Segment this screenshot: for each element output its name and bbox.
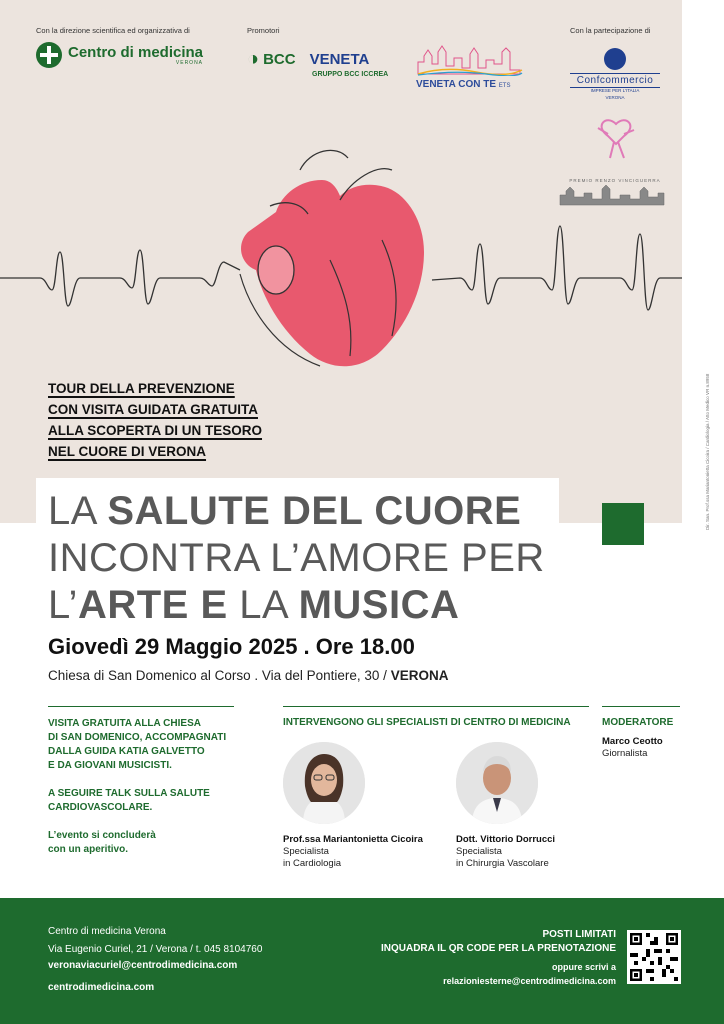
- ending-line-2: con un aperitivo.: [48, 844, 129, 855]
- moderator-heading: MODERATORE: [602, 717, 674, 728]
- footer-email[interactable]: veronaviacuriel@centrodimedicina.com: [48, 960, 238, 971]
- ending-line-1: L’evento si concluderà: [48, 830, 156, 841]
- moderator-caption: [602, 736, 663, 760]
- title-l3d: MUSICA: [298, 583, 460, 627]
- event-address: Chiesa di San Domenico al Corso . Via del Pontiere, 30 /: [48, 668, 391, 683]
- cdm-city: VERONA: [175, 59, 204, 66]
- footer-address: Via Eugenio Curiel, 21 / Verona / t. 045 8104760: [48, 944, 263, 955]
- speaker-1-field: in Cardiologia: [283, 858, 342, 869]
- centro-di-medicina-logo: [36, 42, 203, 68]
- event-date: Giovedì 29 Maggio 2025 . Ore 18.00: [48, 634, 415, 659]
- bcc-veneta-logo: [247, 48, 369, 71]
- speaker-2-field: in Chirurgia Vascolare: [456, 858, 549, 869]
- confcommercio-name: Confcommercio: [570, 73, 660, 88]
- visit-info: [48, 717, 226, 871]
- footer-site[interactable]: centrodimedicina.com: [48, 982, 155, 993]
- confcommercio-logo: [570, 48, 660, 100]
- tour-line-4: NEL CUORE DI VERONA: [48, 444, 207, 459]
- confcommercio-sub: IMPRESE PER L'ITALIA: [590, 88, 640, 93]
- bcc-name: BCC: [263, 51, 296, 68]
- footer-alt-email[interactable]: relazioniesterne@centrodimedicina.com: [443, 976, 616, 986]
- heart-illustration: [0, 140, 682, 400]
- event-city: VERONA: [390, 668, 449, 683]
- visit-line-4: E DA GIOVANI MUSICISTI.: [48, 760, 172, 771]
- speaker-2-caption: [456, 834, 555, 870]
- title-l2: INCONTRA L’AMORE PER: [48, 536, 545, 580]
- divider: [602, 706, 680, 707]
- page-title: [48, 488, 545, 629]
- visit-line-1: VISITA GRATUITA ALLA CHIESA: [48, 718, 201, 729]
- confcommercio-emblem-icon: [604, 48, 626, 70]
- side-strip: [682, 0, 724, 523]
- bcc-group: GRUPPO BCC ICCREA: [312, 71, 389, 78]
- footer-org: Centro di medicina Verona: [48, 926, 166, 937]
- event-place: [48, 668, 448, 683]
- skyline-icon: [416, 42, 524, 76]
- divider: [48, 706, 234, 707]
- footer-alt: oppure scrivi a: [551, 962, 616, 972]
- side-note: Dir. San. Prof.ssa Mariantonietta Cicoira / Cardiologia / Atto Medico VR n.8958: [705, 373, 710, 530]
- speaker-1-photo: [283, 742, 365, 824]
- veneta-con-te-logo: [416, 42, 524, 90]
- footer-qr-cta: INQUADRA IL QR CODE PER LA PRENOTAZIONE: [380, 943, 616, 954]
- direction-label: Con la direzione scientifica ed organizzativa di: [36, 26, 190, 35]
- portrait-icon: [283, 742, 365, 824]
- speakers-heading: INTERVENGONO GLI SPECIALISTI DI CENTRO DI MEDICINA: [283, 717, 571, 728]
- speaker-2-name: Dott. Vittorio Dorrucci: [456, 834, 556, 845]
- confcommercio-city: VERONA: [605, 95, 625, 100]
- speaker-2-role: Specialista: [456, 846, 502, 857]
- speaker-1-role: Specialista: [283, 846, 329, 857]
- cdm-name: Centro di medicina: [68, 43, 204, 61]
- tour-line-2: CON VISITA GUIDATA GRATUITA: [48, 402, 258, 417]
- bcc-mark-icon: ◑: [247, 48, 260, 70]
- qr-code[interactable]: [627, 930, 681, 984]
- title-l3b: ARTE E: [77, 583, 228, 627]
- title-l1a: LA: [48, 489, 108, 533]
- qr-code-icon: [630, 933, 678, 981]
- accent-square: [602, 503, 644, 545]
- bcc-region: VENETA: [309, 51, 370, 68]
- footer-contacts: [48, 924, 262, 996]
- tour-line-3: ALLA SCOPERTA DI UN TESORO: [48, 423, 263, 438]
- participation-label: Con la partecipazione di: [570, 26, 651, 35]
- speaker-1-caption: [283, 834, 423, 870]
- divider: [283, 706, 589, 707]
- moderator-role: Giornalista: [602, 748, 648, 759]
- premio-name: PREMIO RENZO VINCIGUERRA: [569, 178, 661, 183]
- speaker-2-photo: [456, 742, 538, 824]
- talk-line-1: A SEGUIRE TALK SULLA SALUTE: [48, 788, 210, 799]
- veneta-ets: ETS: [498, 83, 511, 89]
- visit-line-2: DI SAN DOMENICO, ACCOMPAGNATI: [48, 732, 227, 743]
- title-l1b: SALUTE DEL CUORE: [107, 489, 522, 533]
- title-l3c: LA: [227, 583, 299, 627]
- footer-booking: [381, 928, 616, 988]
- title-l3a: L’: [48, 583, 78, 627]
- tour-heading: [48, 378, 262, 462]
- promoters-label: Promotori: [247, 26, 280, 35]
- visit-line-3: DALLA GUIDA KATIA GALVETTO: [48, 746, 205, 757]
- tour-line-1: TOUR DELLA PREVENZIONE: [48, 381, 235, 396]
- footer-limited: POSTI LIMITATI: [542, 929, 616, 940]
- portrait-icon: [456, 742, 538, 824]
- talk-line-2: CARDIOVASCOLARE.: [48, 802, 153, 813]
- footer: [0, 898, 724, 1024]
- moderator-name: Marco Ceotto: [602, 736, 663, 747]
- cross-icon: [36, 42, 62, 68]
- speaker-1-name: Prof.ssa Mariantonietta Cicoira: [283, 834, 423, 845]
- veneta-con-te-name: VENETA CON TE: [416, 79, 497, 90]
